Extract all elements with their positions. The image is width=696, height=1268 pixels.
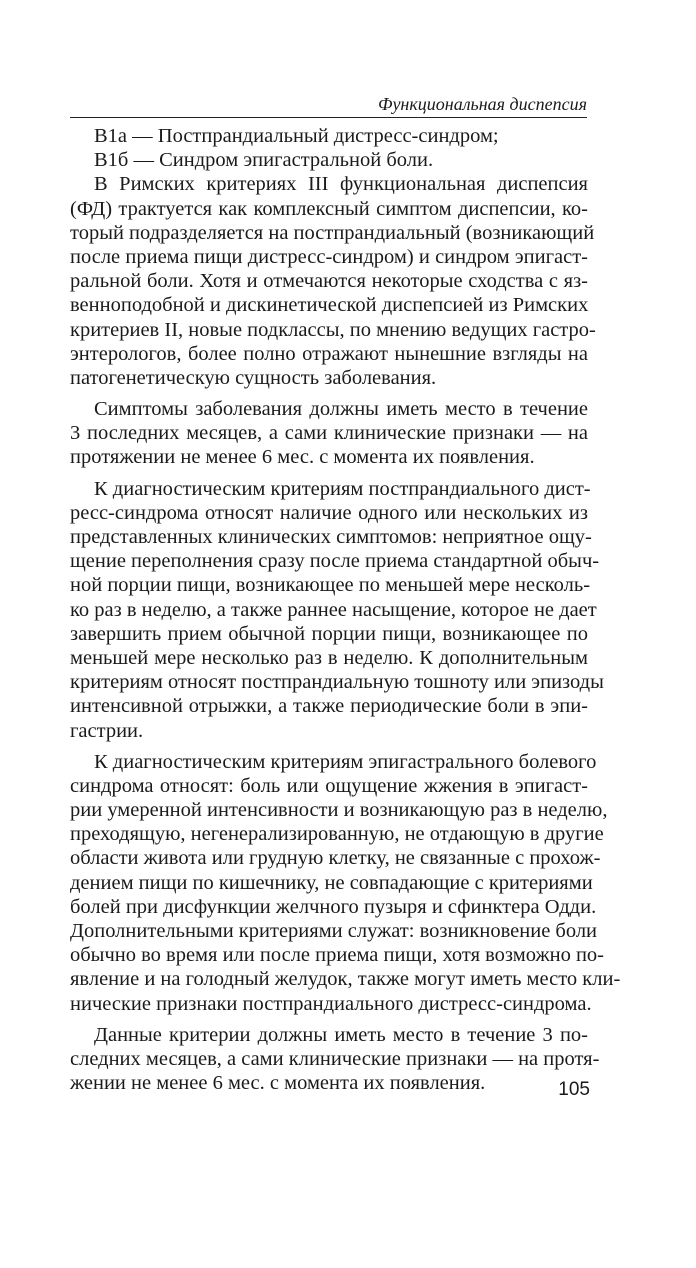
- text-line: патогенетическую сущность заболевания.: [70, 366, 437, 389]
- text-line: завершить прием обычной порции пищи, возникающее по: [70, 622, 588, 645]
- text-line: ральной боли. Хотя и отмечаются некоторые сходства с яз-: [70, 270, 588, 293]
- text-line: преходящую, негенерализированную, не отдающую в другие: [70, 823, 604, 846]
- text-line: гастрии.: [70, 719, 144, 742]
- body-text: [70, 124, 621, 1095]
- paragraph: [70, 397, 588, 470]
- text-line: интенсивной отрыжки, а также периодические боли в эпи-: [70, 695, 588, 718]
- text-line: дением пищи по кишечнику, не совпадающие с критериями: [70, 871, 593, 894]
- text-line: критериям относят постпрандиальную тошноту или эпизоды: [70, 671, 604, 694]
- text-line: меньшей мере несколько раз в неделю. К дополнительным: [70, 646, 588, 669]
- text-line: Симптомы заболевания должны иметь место в течение: [94, 398, 588, 421]
- text-line: явление и на голодный желудок, также могут иметь место кли-: [70, 968, 621, 991]
- text-line: В Римских критериях III функциональная диспепсия: [94, 173, 588, 196]
- paragraph: [70, 148, 588, 172]
- text-line: ресс-синдрома относят наличие одного или нескольких из: [70, 501, 588, 524]
- text-line: нические признаки постпрандиального дистресс-синдрома.: [70, 992, 592, 1015]
- text-line: Данные критерии должны иметь место в течение 3 по-: [94, 1023, 588, 1046]
- text-line: после приема пищи дистресс-синдром) и синдром эпигаст-: [70, 245, 588, 268]
- text-line: Дополнительными критериями служат: возникновение боли: [70, 920, 598, 942]
- text-line: обычно во время или после приема пищи, хотя возможно по-: [70, 944, 605, 967]
- text-line: жении не менее 6 мес. с момента их появления.: [70, 1072, 486, 1095]
- text-line: венноподобной и дискинетической диспепсией из Римских: [70, 294, 589, 317]
- text-line: болей при дисфункции желчного пузыря и сфинктера Одди.: [70, 895, 597, 918]
- text-line: протяжении не менее 6 мес. с момента их появления.: [70, 446, 535, 469]
- text-line: ко раз в неделю, а также раннее насыщение, которое не дает: [70, 598, 597, 621]
- text-line: 3 последних месяцев, а сами клинические признаки — на: [70, 422, 588, 445]
- running-header: Функциональная диспепсия: [70, 93, 587, 118]
- text-line: К диагностическим критериям эпигастрального болевого: [94, 750, 597, 773]
- text-line: области живота или грудную клетку, не связанные с прохож-: [70, 847, 601, 870]
- text-line: B1б — Синдром эпигастральной боли.: [94, 149, 434, 172]
- text-line: торый подразделяется на постпрандиальный (возникающий: [70, 221, 595, 244]
- text-line: энтерологов, более полно отражают нынешние взгляды на: [70, 342, 588, 365]
- text-line: (ФД) трактуется как комплексный симптом диспепсии, ко-: [70, 197, 588, 220]
- text-line: К диагностическим критериям постпрандиального дист-: [94, 477, 591, 500]
- text-line: B1a — Постпрандиальный дистресс-синдром;: [94, 125, 499, 147]
- text-line: рии умеренной интенсивности и возникающую раз в неделю,: [70, 799, 608, 822]
- text-line: представленных клинических симптомов: неприятное ощу-: [70, 526, 592, 548]
- paragraph: [70, 1023, 600, 1096]
- text-line: синдрома относят: боль или ощущение жжения в эпигаст-: [70, 774, 588, 797]
- text-line: щение переполнения сразу после приема стандартной обыч-: [70, 550, 600, 573]
- paragraph: [70, 172, 596, 390]
- text-line: следних месяцев, а сами клинические признаки — на протя-: [70, 1047, 600, 1070]
- text-line: ной порции пищи, возникающее по меньшей мере несколь-: [70, 574, 591, 597]
- paragraph: [70, 477, 604, 743]
- paragraph: [70, 124, 588, 148]
- paragraph: [70, 750, 621, 1016]
- page-number: 105: [558, 1079, 590, 1100]
- text-line: критериев II, новые подклассы, по мнению ведущих гастро-: [70, 318, 596, 341]
